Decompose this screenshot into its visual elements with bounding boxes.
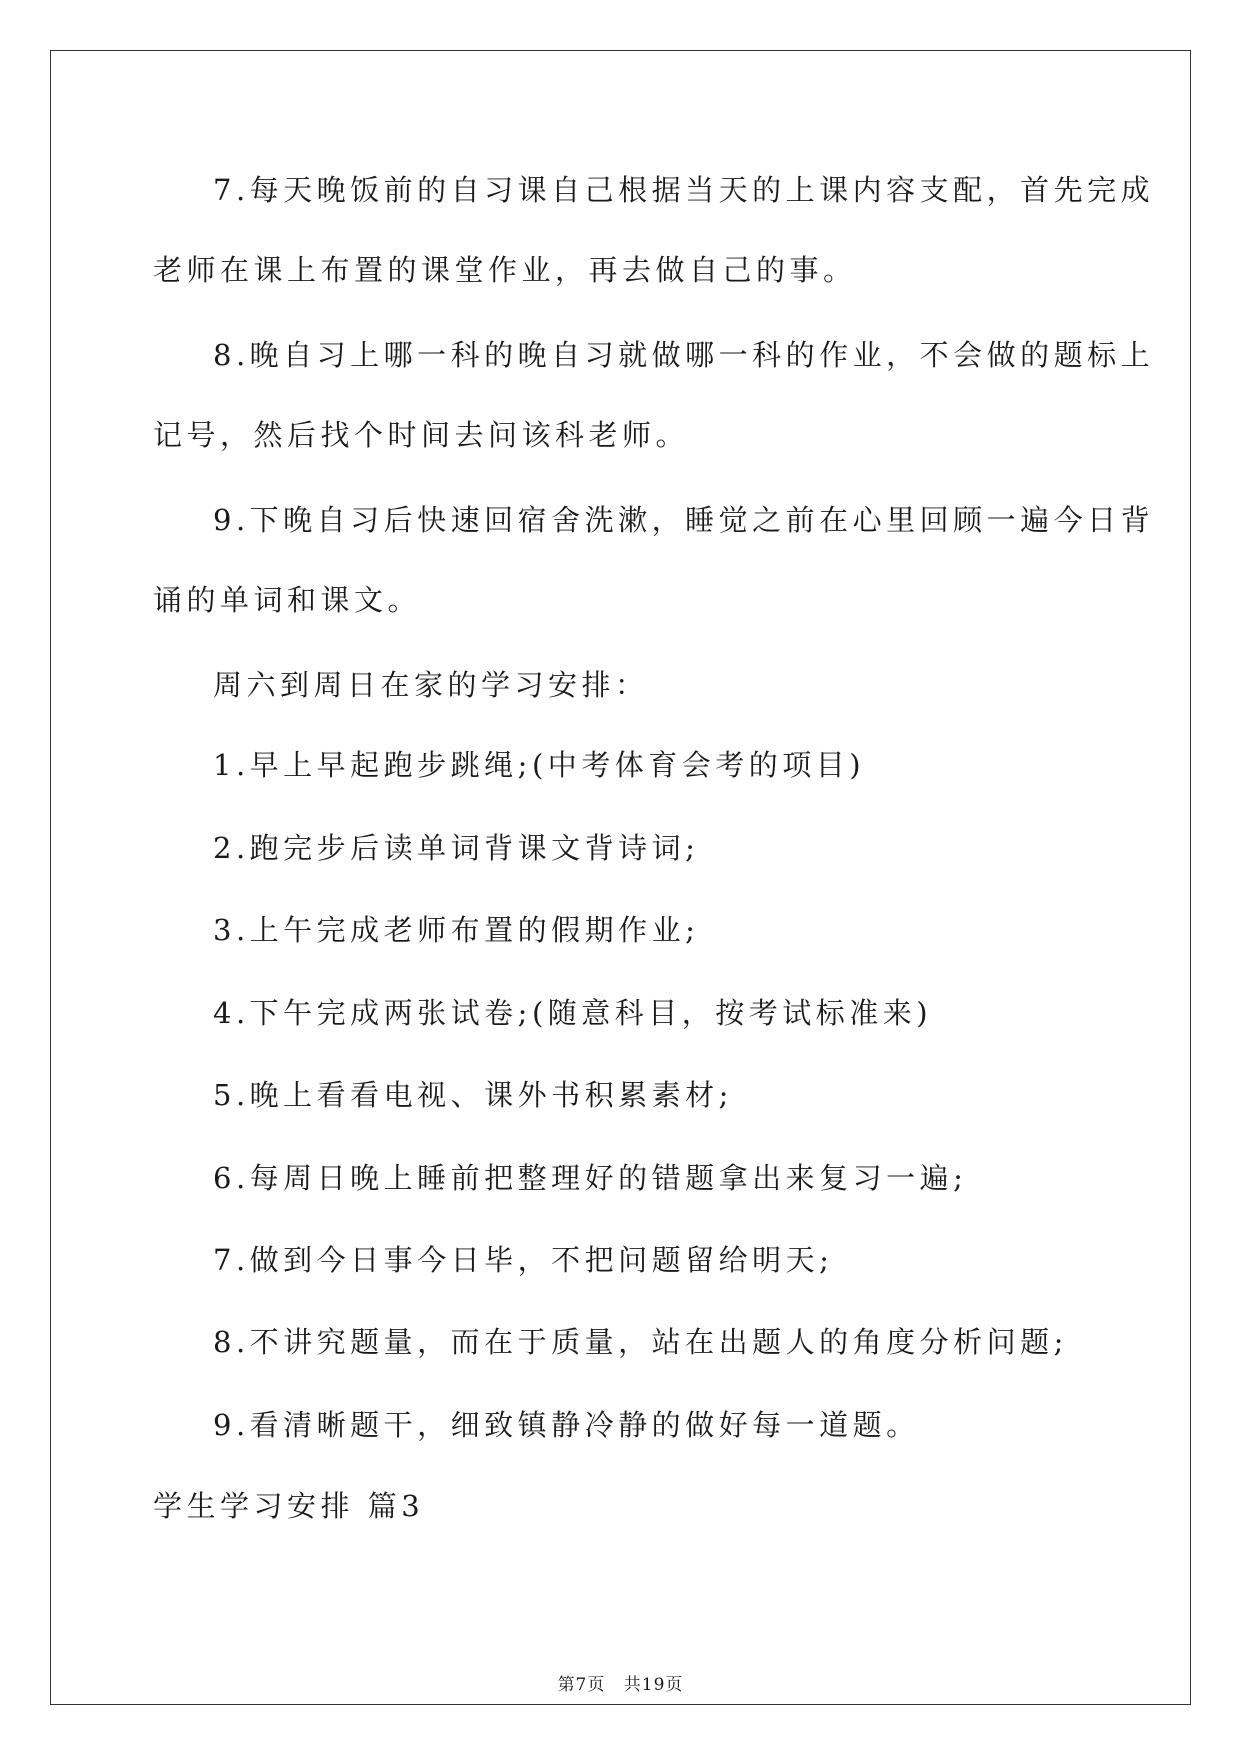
page-total: 共19页 bbox=[623, 1675, 684, 1695]
section-heading: 学生学习安排 篇3 bbox=[153, 1489, 425, 1523]
page-footer bbox=[0, 1670, 1241, 1695]
paragraph-line: 老师在课上布置的课堂作业，再去做自己的事。 bbox=[153, 253, 857, 287]
list-item: 1.早上早起跑步跳绳;(中考体育会考的项目) bbox=[213, 748, 866, 782]
list-item: 8.不讲究题量，而在于质量，站在出题人的角度分析问题; bbox=[213, 1325, 1068, 1359]
list-item: 3.上午完成老师布置的假期作业; bbox=[213, 913, 700, 947]
list-item: 7.做到今日事今日毕，不把问题留给明天; bbox=[213, 1243, 834, 1277]
list-item: 9.看清晰题干，细致镇静冷静的做好每一道题。 bbox=[213, 1408, 920, 1442]
paragraph-line: 8.晚自习上哪一科的晚自习就做哪一科的作业，不会做的题标上 bbox=[213, 338, 1155, 372]
paragraph-line: 诵的单词和课文。 bbox=[153, 583, 422, 617]
list-item: 2.跑完步后读单词背课文背诗词; bbox=[213, 831, 700, 865]
paragraph-line: 7.每天晚饭前的自习课自己根据当天的上课内容支配，首先完成 bbox=[213, 173, 1155, 207]
paragraph-line: 记号，然后找个时间去问该科老师。 bbox=[153, 418, 690, 452]
list-item: 5.晚上看看电视、课外书积累素材; bbox=[213, 1078, 733, 1112]
page-border bbox=[50, 50, 1191, 1705]
page-number: 第7页 bbox=[557, 1675, 606, 1695]
paragraph-line: 周六到周日在家的学习安排： bbox=[213, 668, 649, 702]
paragraph-line: 9.下晚自习后快速回宿舍洗漱，睡觉之前在心里回顾一遍今日背 bbox=[213, 503, 1155, 537]
list-item: 6.每周日晚上睡前把整理好的错题拿出来复习一遍; bbox=[213, 1161, 968, 1195]
list-item: 4.下午完成两张试卷;(随意科目，按考试标准来) bbox=[213, 996, 933, 1030]
